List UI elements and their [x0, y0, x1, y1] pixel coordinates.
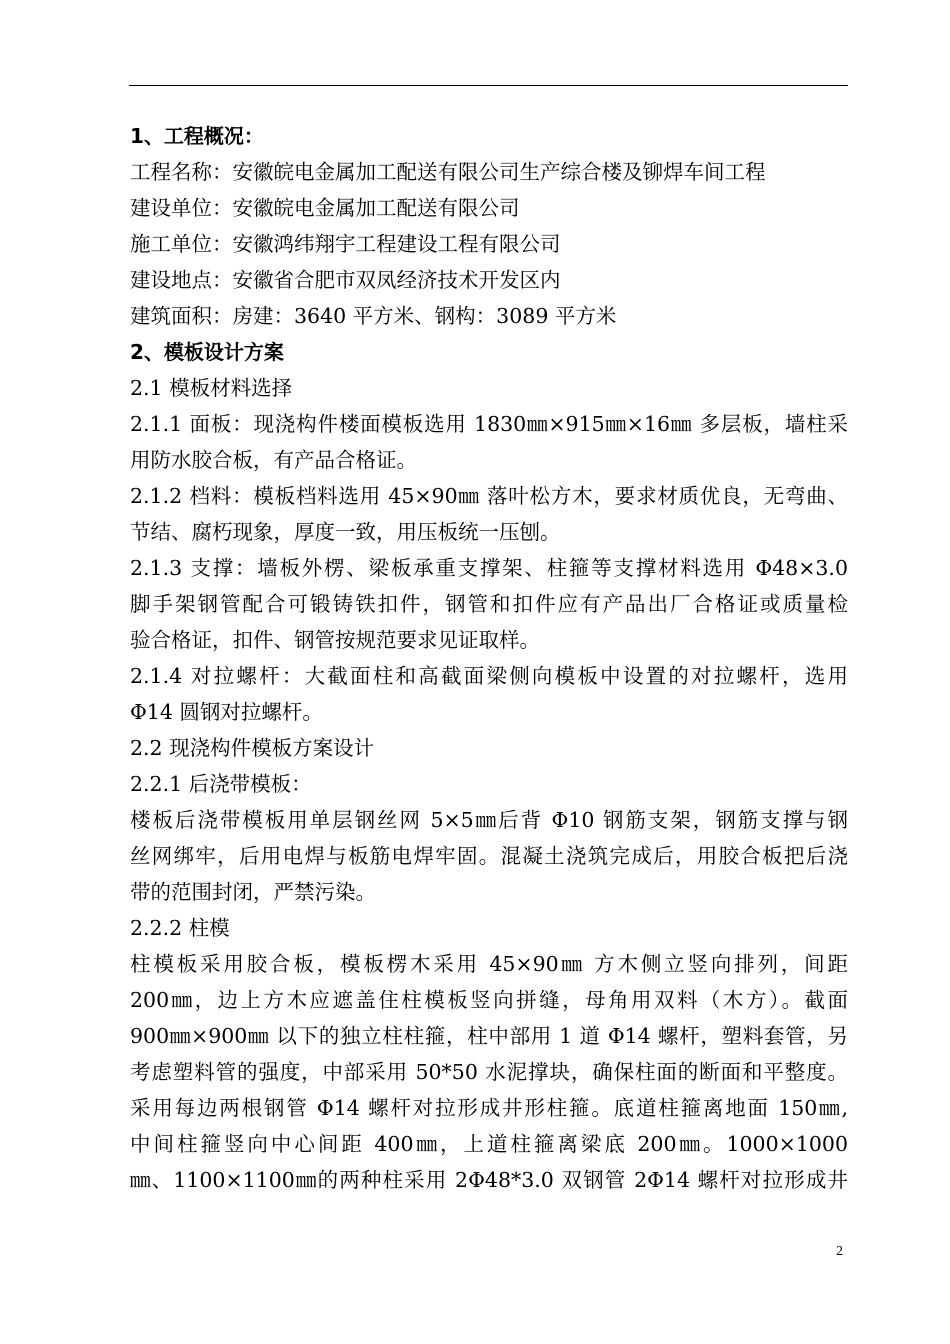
header-rule — [129, 85, 848, 86]
text-line: 2.2.1 后浇带模板： — [130, 772, 312, 796]
text-line: 建设地点：安徽省合肥市双凤经济技术开发区内 — [130, 268, 561, 292]
text-line: 楼板后浇带模板用单层钢丝网 5×5㎜后背 Φ10 钢筋支架，钢筋支撑与钢 — [130, 808, 848, 832]
text-line: 900㎜×900㎜ 以下的独立柱柱箍，柱中部用 1 道 Φ14 螺杆，塑料套管，另 — [130, 1024, 848, 1048]
section-heading: 1、工程概况： — [130, 124, 264, 148]
text-line: 2.1.3 支撑：墙板外楞、梁板承重支撑架、柱箍等支撑材料选用 Φ48×3.0 — [130, 556, 848, 580]
text-line: 200㎜，边上方木应遮盖住柱模板竖向拼缝，母角用双料（木方）。截面 — [130, 988, 848, 1012]
text-line: 验合格证，扣件、钢管按规范要求见证取样。 — [130, 628, 540, 652]
text-line: 柱模板采用胶合板，模板楞木采用 45×90㎜ 方木侧立竖向排列，间距 — [130, 952, 848, 976]
text-line: 2.1.2 档料：模板档料选用 45×90㎜ 落叶松方木，要求材质优良，无弯曲、 — [130, 484, 848, 508]
text-line: 2.2 现浇构件模板方案设计 — [130, 736, 375, 760]
text-line: 丝网绑牢，后用电焊与板筋电焊牢固。混凝土浇筑完成后，用胶合板把后浇 — [130, 844, 848, 868]
text-line: 脚手架钢管配合可锻铸铁扣件，钢管和扣件应有产品出厂合格证或质量检 — [130, 592, 848, 616]
text-line: 施工单位：安徽鸿纬翔宇工程建设工程有限公司 — [130, 232, 561, 256]
text-line: 工程名称：安徽皖电金属加工配送有限公司生产综合楼及铆焊车间工程 — [130, 160, 766, 184]
text-line: 建设单位：安徽皖电金属加工配送有限公司 — [130, 196, 520, 220]
section-heading: 2、模板设计方案 — [130, 340, 284, 364]
text-line: 2.1 模板材料选择 — [130, 376, 293, 400]
text-line: 2.2.2 柱模 — [130, 916, 230, 940]
text-line: ㎜、1100×1100㎜的两种柱采用 2Φ48*3.0 双钢管 2Φ14 螺杆对拉形成井 — [130, 1168, 848, 1192]
document-body — [130, 118, 848, 1198]
text-line: 带的范围封闭，严禁污染。 — [130, 880, 376, 904]
text-line: 2.1.4 对拉螺杆：大截面柱和高截面梁侧向模板中设置的对拉螺杆，选用 — [130, 664, 848, 688]
text-line: 用防水胶合板，有产品合格证。 — [130, 448, 417, 472]
text-line: Φ14 圆钢对拉螺杆。 — [130, 700, 323, 724]
text-line: 建筑面积：房建：3640 平方米、钢构：3089 平方米 — [130, 304, 617, 328]
text-line: 采用每边两根钢管 Φ14 螺杆对拉形成井形柱箍。底道柱箍离地面 150㎜, — [130, 1096, 848, 1120]
page-number: 2 — [836, 1244, 843, 1259]
text-line: 中间柱箍竖向中心间距 400㎜，上道柱箍离梁底 200㎜。1000×1000 — [130, 1132, 848, 1156]
text-line: 节结、腐朽现象，厚度一致，用压板统一压刨。 — [130, 520, 561, 544]
text-line: 考虑塑料管的强度，中部采用 50*50 水泥撑块，确保柱面的断面和平整度。 — [130, 1060, 848, 1084]
text-line: 2.1.1 面板：现浇构件楼面模板选用 1830㎜×915㎜×16㎜ 多层板，墙柱采 — [130, 412, 848, 436]
